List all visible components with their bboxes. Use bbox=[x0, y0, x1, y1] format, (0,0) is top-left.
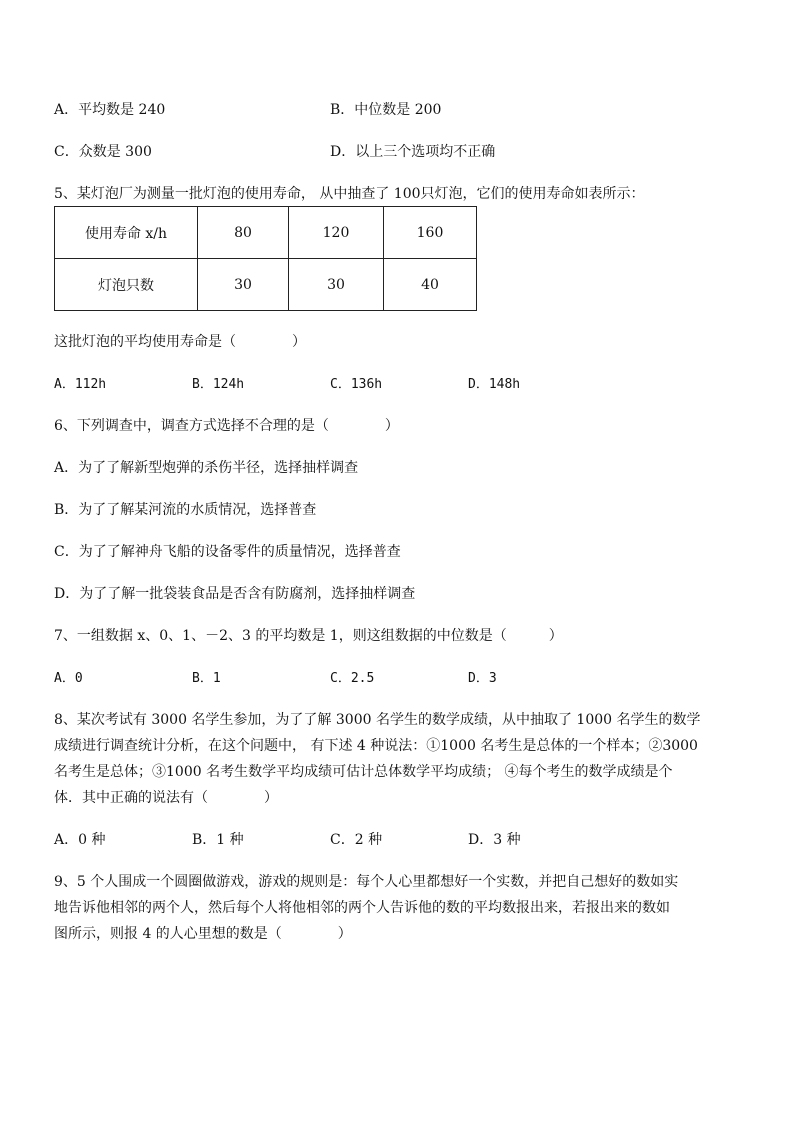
q8-option-b: B．1 种 bbox=[192, 832, 244, 848]
table-cell: 120 bbox=[289, 207, 384, 259]
q6-stem: 6、下列调查中，调查方式选择不合理的是（ ） bbox=[54, 418, 399, 434]
q9-line-3: 图所示，则报 4 的人心里想的数是（ ） bbox=[54, 926, 352, 942]
q5-stem: 5、某灯泡厂为测量一批灯泡的使用寿命， 从中抽查了 100只灯泡，它们的使用寿命如表所示： bbox=[54, 186, 645, 202]
q5-question: 这批灯泡的平均使用寿命是（ ） bbox=[54, 334, 306, 350]
q4-option-c: C．众数是 300 bbox=[54, 144, 152, 160]
q8-option-c: C．2 种 bbox=[330, 832, 383, 848]
table-cell: 80 bbox=[198, 207, 289, 259]
bulb-count-label: 灯泡只数 bbox=[55, 259, 198, 311]
q6-option-c: C．为了了解神舟飞船的设备零件的质量情况，选择普查 bbox=[54, 544, 401, 560]
q8-line-1: 8、某次考试有 3000 名学生参加，为了了解 3000 名学生的数学成绩，从中抽取了 1000 名学生的数学 bbox=[54, 712, 701, 728]
q5-option-d: D．148h bbox=[468, 377, 521, 392]
q6-option-b: B．为了了解某河流的水质情况，选择普查 bbox=[54, 502, 317, 518]
table-cell: 30 bbox=[289, 259, 384, 311]
q5-option-b: B．124h bbox=[192, 377, 245, 392]
table-cell: 30 bbox=[198, 259, 289, 311]
q5-lifespan-table bbox=[54, 206, 477, 311]
q7-option-c: C．2.5 bbox=[330, 671, 375, 686]
q7-option-a: A．0 bbox=[54, 671, 83, 686]
q7-option-b: B．1 bbox=[192, 671, 221, 686]
q9-line-1: 9、5 个人围成一个圆圈做游戏，游戏的规则是：每个人心里都想好一个实数，并把自己想好的数如实 bbox=[54, 874, 679, 890]
table-row bbox=[55, 259, 477, 311]
q8-line-4: 体．其中正确的说法有（ ） bbox=[54, 790, 278, 806]
q9-line-2: 地告诉他相邻的两个人，然后每个人将他相邻的两个人告诉他的数的平均数报出来，若报出来的数如 bbox=[54, 900, 670, 916]
q5-option-c: C．136h bbox=[330, 377, 383, 392]
q4-option-b: B．中位数是 200 bbox=[330, 102, 442, 118]
table-cell-label bbox=[55, 207, 198, 259]
q6-option-a: A．为了了解新型炮弹的杀伤半径，选择抽样调查 bbox=[54, 460, 359, 476]
q7-option-d: D．3 bbox=[468, 671, 497, 686]
q5-option-a: A．112h bbox=[54, 377, 107, 392]
table-row bbox=[55, 207, 477, 259]
q4-option-a: A．平均数是 240 bbox=[54, 102, 166, 118]
q6-option-d: D．为了了解一批袋装食品是否含有防腐剂，选择抽样调查 bbox=[54, 586, 416, 602]
lifespan-label: 使用寿命 x/h bbox=[84, 225, 168, 242]
q8-line-2: 成绩进行调查统计分析，在这个问题中， 有下述 4 种说法：①1000 名考生是总体的一个样本；②3000 bbox=[54, 738, 698, 754]
q4-option-d: D．以上三个选项均不正确 bbox=[330, 144, 496, 160]
q8-option-a: A．0 种 bbox=[54, 832, 106, 848]
q7-stem: 7、一组数据 x、0、1、－2、3 的平均数是 1，则这组数据的中位数是（ ） bbox=[54, 628, 563, 644]
table-cell: 40 bbox=[384, 259, 477, 311]
q8-line-3: 名考生是总体；③1000 名考生数学平均成绩可估计总体数学平均成绩； ④每个考生的数学成绩是个 bbox=[54, 764, 673, 780]
table-cell: 160 bbox=[384, 207, 477, 259]
q8-option-d: D．3 种 bbox=[468, 832, 521, 848]
